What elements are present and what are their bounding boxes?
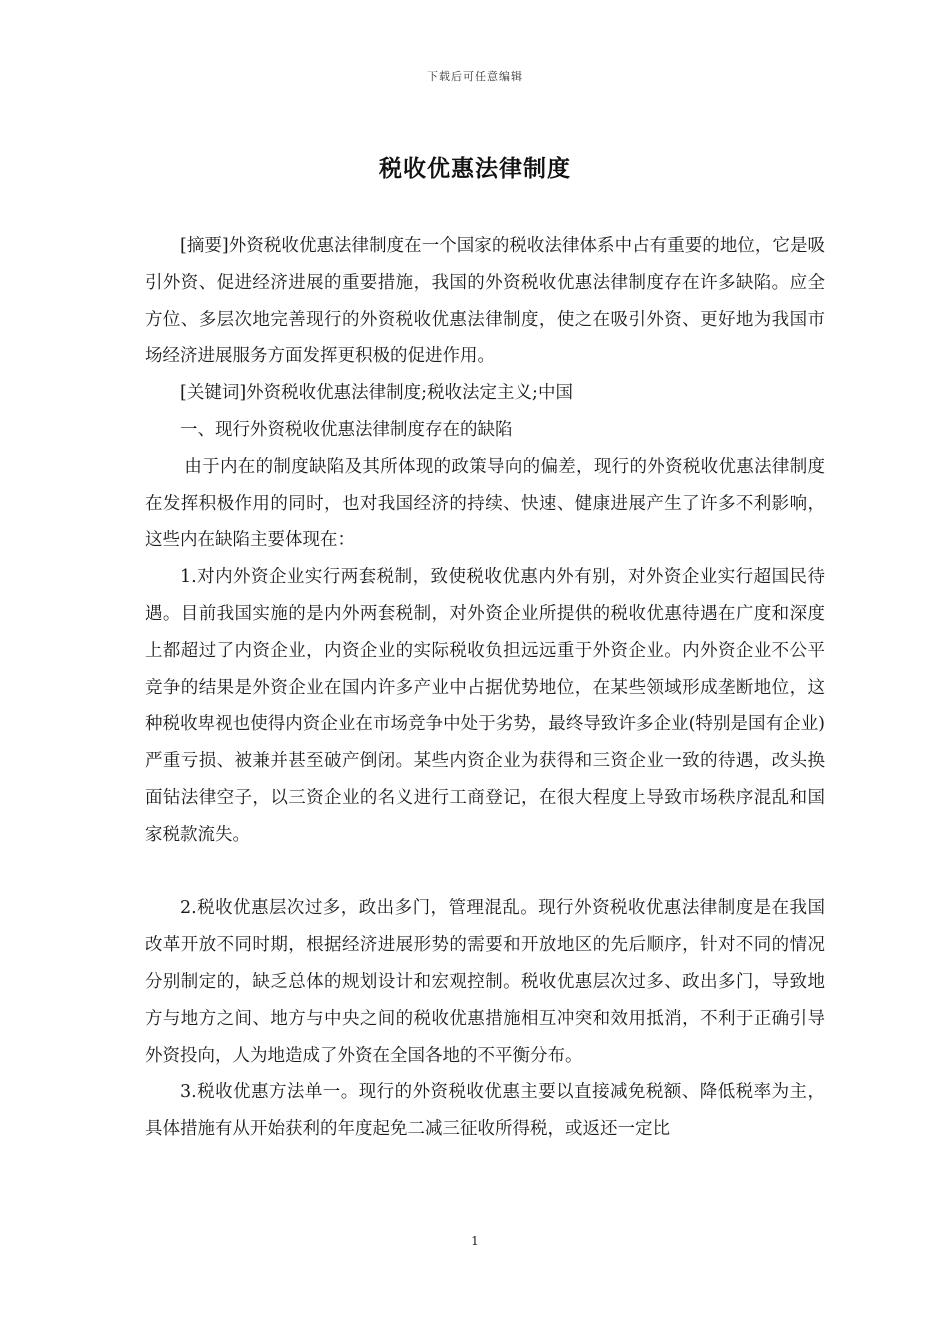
keywords-paragraph: [关键词]外资税收优惠法律制度;税收法定主义;中国: [180, 383, 573, 404]
page-number: 1: [471, 1234, 479, 1248]
body-paragraph: 2.税收优惠层次过多，政出多门，管理混乱。现行外资税收优惠法律制度是在我国改革开放不同时期，根据经济进展形势的需要和开放地区的先后顺序，针对不同的情况分别制定的，缺乏总体的规划设计和宏观控制。税收优惠层次过多、政出多门，导致地方与地方之间、地方与中央之间的税收优惠措施相互冲突和效用抵消，不利于正确引导外资投向，人为地造成了外资在全国各地的不平衡分布。: [145, 898, 825, 1066]
abstract-paragraph: [摘要]外资税收优惠法律制度在一个国家的税收法律体系中占有重要的地位，它是吸引外资、促进经济进展的重要措施，我国的外资税收优惠法律制度存在许多缺陷。应全方位、多层次地完善现行的外资税收优惠法律制度，使之在吸引外资、更好地为我国市场经济进展服务方面发挥更积极的促进作用。: [145, 236, 825, 367]
document-body: [145, 228, 825, 1148]
page-header-note: 下载后可任意编辑: [427, 70, 523, 83]
body-paragraph: 1.对内外资企业实行两套税制，致使税收优惠内外有别，对外资企业实行超国民待遇。目前我国实施的是内外两套税制，对外资企业所提供的税收优惠待遇在广度和深度上都超过了内资企业，内资企业的实际税收负担远远重于外资企业。内外资企业不公平竞争的结果是外资企业在国内许多产业中占据优势地位，在某些领域形成垄断地位，这种税收卑视也使得内资企业在市场竞争中处于劣势，最终导致许多企业(特别是国有企业)严重亏损、被兼并甚至破产倒闭。某些内资企业为获得和三资企业一致的待遇，改头换面钻法律空子，以三资企业的名义进行工商登记，在很大程度上导致市场秩序混乱和国家税款流失。: [145, 567, 825, 845]
document-title: 税收优惠法律制度: [379, 155, 571, 182]
body-paragraph: 3.税收优惠方法单一。现行的外资税收优惠主要以直接减免税额、降低税率为主，具体措施有从开始获利的年度起免二减三征收所得税，或返还一定比: [145, 1082, 825, 1140]
blank-line: [145, 854, 825, 891]
section-heading: 一、现行外资税收优惠法律制度存在的缺陷: [180, 419, 513, 440]
body-paragraph: 由于内在的制度缺陷及其所体现的政策导向的偏差，现行的外资税收优惠法律制度在发挥积极作用的同时，也对我国经济的持续、快速、健康进展产生了许多不利影响，这些内在缺陷主要体现在：: [145, 456, 825, 551]
